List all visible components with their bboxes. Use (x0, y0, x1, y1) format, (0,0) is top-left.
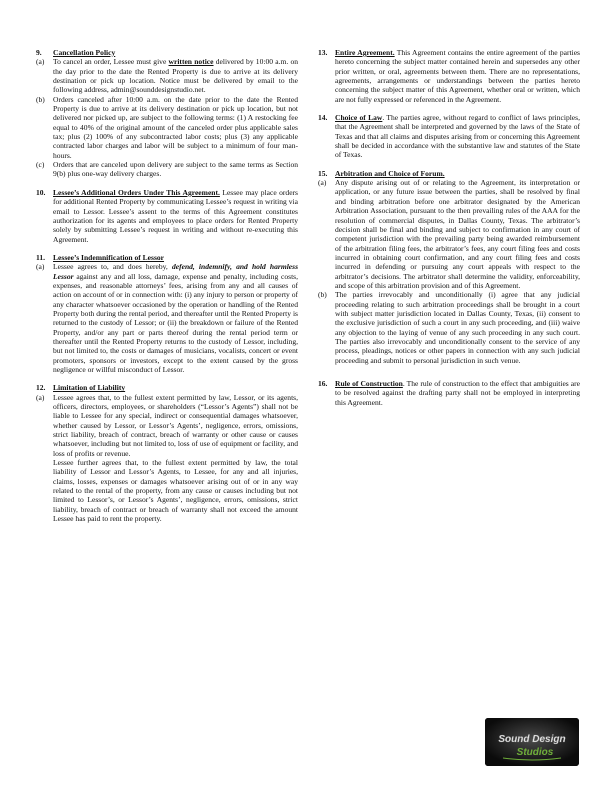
clause-11a (36, 262, 298, 374)
logo-word-1: Sound Design (498, 734, 566, 745)
clause-label: (a) (318, 178, 327, 188)
written-notice-emphasis: written notice (168, 57, 214, 67)
clause-text (53, 262, 298, 374)
section-13-entire-agreement (318, 48, 580, 104)
section-title: Choice of Law (335, 113, 383, 123)
section-text-part: . The rule of construction to the effect that ambiguities are to be resolved against the drafting party shall not be employed in interpreting this Agreement. (335, 379, 580, 407)
clause-text: Orders that are canceled upon delivery are subject to the same terms as Section 9(b) plus one-way delivery charges. (53, 160, 298, 179)
section-text (335, 48, 580, 104)
clause-9c (36, 160, 298, 179)
section-number: 13. (318, 48, 328, 57)
section-9-heading (36, 48, 298, 57)
clause-label: (a) (36, 392, 45, 402)
clause-9a (36, 57, 298, 94)
clause-text (53, 57, 298, 94)
section-title: Limitation of Liability (53, 383, 126, 393)
section-title: Lessee’s Indemnification of Lessor (53, 252, 165, 262)
section-number: 16. (318, 379, 328, 388)
clause-12a-continued: Lessee further agrees that, to the fullest extent permitted by law, the total liability of Lessor and Lessor’s Agents, to Lessee, for any and all injuries, claims, losses, expenses or damages whatsoever arising out of or in any way related to the rental of the property, from any cause or causes including but not limited to Lessor’s, or Lessor’s Agents’, negligence, errors, omissions, strict liability, breach of contract or breach of warranty shall not exceed the amount Lessee has paid to rent the property. (53, 458, 298, 524)
section-11-heading (36, 253, 298, 262)
section-title: Entire Agreement. (335, 48, 395, 57)
section-text-part: . The parties agree, without regard to conflict of laws principles, that the Agreement shall be interpreted and governed by the laws of the State of Texas and that all claims and disputes arising from or concerning this Agreement shall be decided in accordance with the substantive law and statutes of the State of Texas. (335, 113, 580, 160)
clause-text: The parties irrevocably and unconditionally (i) agree that any judicial proceeding relating to such arbitration proceedings shall be brought in a court with subject matter jurisdiction located in Dallas County, Texas, (ii) consent to the exclusive jurisdiction of such a court in any such proceeding, and (iii) waive any objection to the laying of venue of any such proceeding in any such court. The parties also irrevocably and unconditionally consent to the service of any process, pleadings, notices or other papers in connection with any such judicial proceeding and submit to personal jurisdiction in such venue. (335, 290, 580, 365)
section-10-additional-orders (36, 188, 298, 244)
section-text-part: Lessee may place orders for additional Rented Property by communicating Lessee’s request in writing via email to Lessor. Lessee’s assent to the terms of this Agreement constitutes authorization for its agents and employees to place orders for Rented Property solely by submitting Lessee’s request in writing and without re-executing this Agreement. (53, 187, 298, 244)
section-11-indemnification (36, 253, 298, 374)
section-number: 15. (318, 168, 328, 178)
section-number: 12. (36, 383, 46, 393)
logo-graphic (485, 718, 579, 766)
clause-12a (36, 393, 298, 458)
section-title: Cancellation Policy (53, 48, 116, 57)
section-14-choice-of-law (318, 113, 580, 160)
clause-label: (a) (36, 57, 45, 67)
clause-text: Orders canceled after 10:00 a.m. on the date prior to the date the Rented Property is due to arrive at its delivery destination or pick up location, but not delivered nor picked up, are subject to the following terms: (1) A restocking fee equal to 40% of the original amount of the canceled order plus applicable sales tax; plus (2) 100% of any subcontracted labor costs; plus (3) any applicable contracted labor charges and labor will be subject to a minimum of four man-hours. (53, 94, 298, 160)
indemnify-emphasis: defend, indemnify, and hold harmless Lessor (53, 262, 299, 281)
section-number: 9. (36, 48, 42, 57)
section-number: 11. (36, 252, 46, 262)
section-15-heading (318, 169, 580, 178)
clause-label: (c) (36, 160, 45, 170)
section-text (335, 379, 580, 407)
clause-label: (b) (36, 94, 45, 104)
right-column (318, 48, 580, 416)
section-title: Rule of Construction (335, 379, 403, 388)
section-9-cancellation-policy (36, 48, 298, 179)
section-number: 14. (318, 113, 328, 123)
section-text (335, 113, 580, 160)
clause-text: Any dispute arising out of or relating to the Agreement, its interpretation or application, or any future issue between the parties, shall be resolved by final and binding arbitration before one arbitrator designated by the American Arbitration Association, pursuant to the then prevailing rules of the AAA for the resolution of commercial disputes, in Dallas County, Texas. The arbitrator’s decision shall be final and binding and subject to confirmation in any court of competent jurisdiction with the prevailing party being awarded reimbursement of the arbitration filing fees, the arbitrator’s fees, any court filing fees and costs incurred in obtaining court confirmation, and any court filing fees and costs incurred in defending or pursuing any court appeals with respect to the arbitrator’s decisions. The arbitrator shall determine the validity, enforceability, and scope of this arbitration provision and of this Agreement. (335, 178, 580, 290)
section-14-body (318, 113, 580, 160)
clause-text: Lessee agrees that, to the fullest extent permitted by law, Lessor, or its agents, officers, directors, employees, or shareholders (“Lessor’s Agents”) shall not be liable to Lessee for any special, indirect or consequential damages whatsoever, whether caused by Lessor, or Lessor’s Agents’, negligence, errors, omissions, strict liability, breach of contract, breach of warranty or other cause or causes whatsoever, including but not limited to, loss of use of equipment or facility, and loss of profits or revenue. (53, 392, 298, 458)
clause-15b (318, 290, 580, 365)
section-title: Lessee’s Additional Orders Under This Agreement. (53, 187, 220, 197)
section-text (53, 188, 298, 244)
section-16-rule-of-construction (318, 379, 580, 407)
clause-label: (b) (318, 290, 327, 300)
clause-label: (a) (36, 262, 45, 272)
section-16-body (318, 379, 580, 407)
section-13-body (318, 48, 580, 104)
logo-word-2: Studios (516, 747, 554, 758)
clause-text-part: To cancel an order, Lessee must give (53, 57, 169, 67)
section-10-body (36, 188, 298, 244)
sound-design-studios-logo (485, 718, 579, 766)
clause-text-part: delivered by 10:00 a.m. on the day prior to the date the Rented Property is due to arrive at its delivery destination or pick up location. Notice must be delivered by email to the following address, admin@sounddesignstudio.net. (53, 57, 298, 95)
section-12-heading (36, 383, 298, 392)
section-12-limitation-of-liability (36, 383, 298, 523)
section-title: Arbitration and Choice of Forum. (335, 168, 445, 178)
left-column (36, 48, 298, 533)
clause-text-part: against any and all loss, damage, expense and penalty, including costs, expenses, and reasonable attorneys’ fees, arising from any and all causes of action on account of or in connection with: (i) any injury to person or property of any character whatsoever occasioned by the operation or handling of the Rented Property both during the rental period, and thereafter until the Rented Property is returned to the custody of Lessor; or (ii) the breakdown or failure of the Rented Property, and/or any part or parts thereof during the rental period term or thereafter until the Rented Property returns to the custody of Lessor, including, but not limited to, the costs or damages of musicians, vocalists, concert or event promoters, sponsors or investors, except to the extent caused by the gross negligence or willful misconduct of Lessor. (53, 271, 298, 374)
clause-9b (36, 95, 298, 160)
clause-15a (318, 178, 580, 290)
clause-text-part: Lessee agrees to, and does hereby, (53, 262, 172, 272)
section-15-arbitration (318, 169, 580, 365)
section-number: 10. (36, 187, 46, 197)
section-text-part: This Agreement contains the entire agreement of the parties hereto concerning the subject matter contained herein and supersedes any other prior written, or oral, agreements between them. There are no representations, agreements, arrangements or understandings between the parties hereto concerning the subject matter of this Agreement, whether oral or written, which are not fully expressed or referenced in the Agreement. (335, 48, 580, 104)
